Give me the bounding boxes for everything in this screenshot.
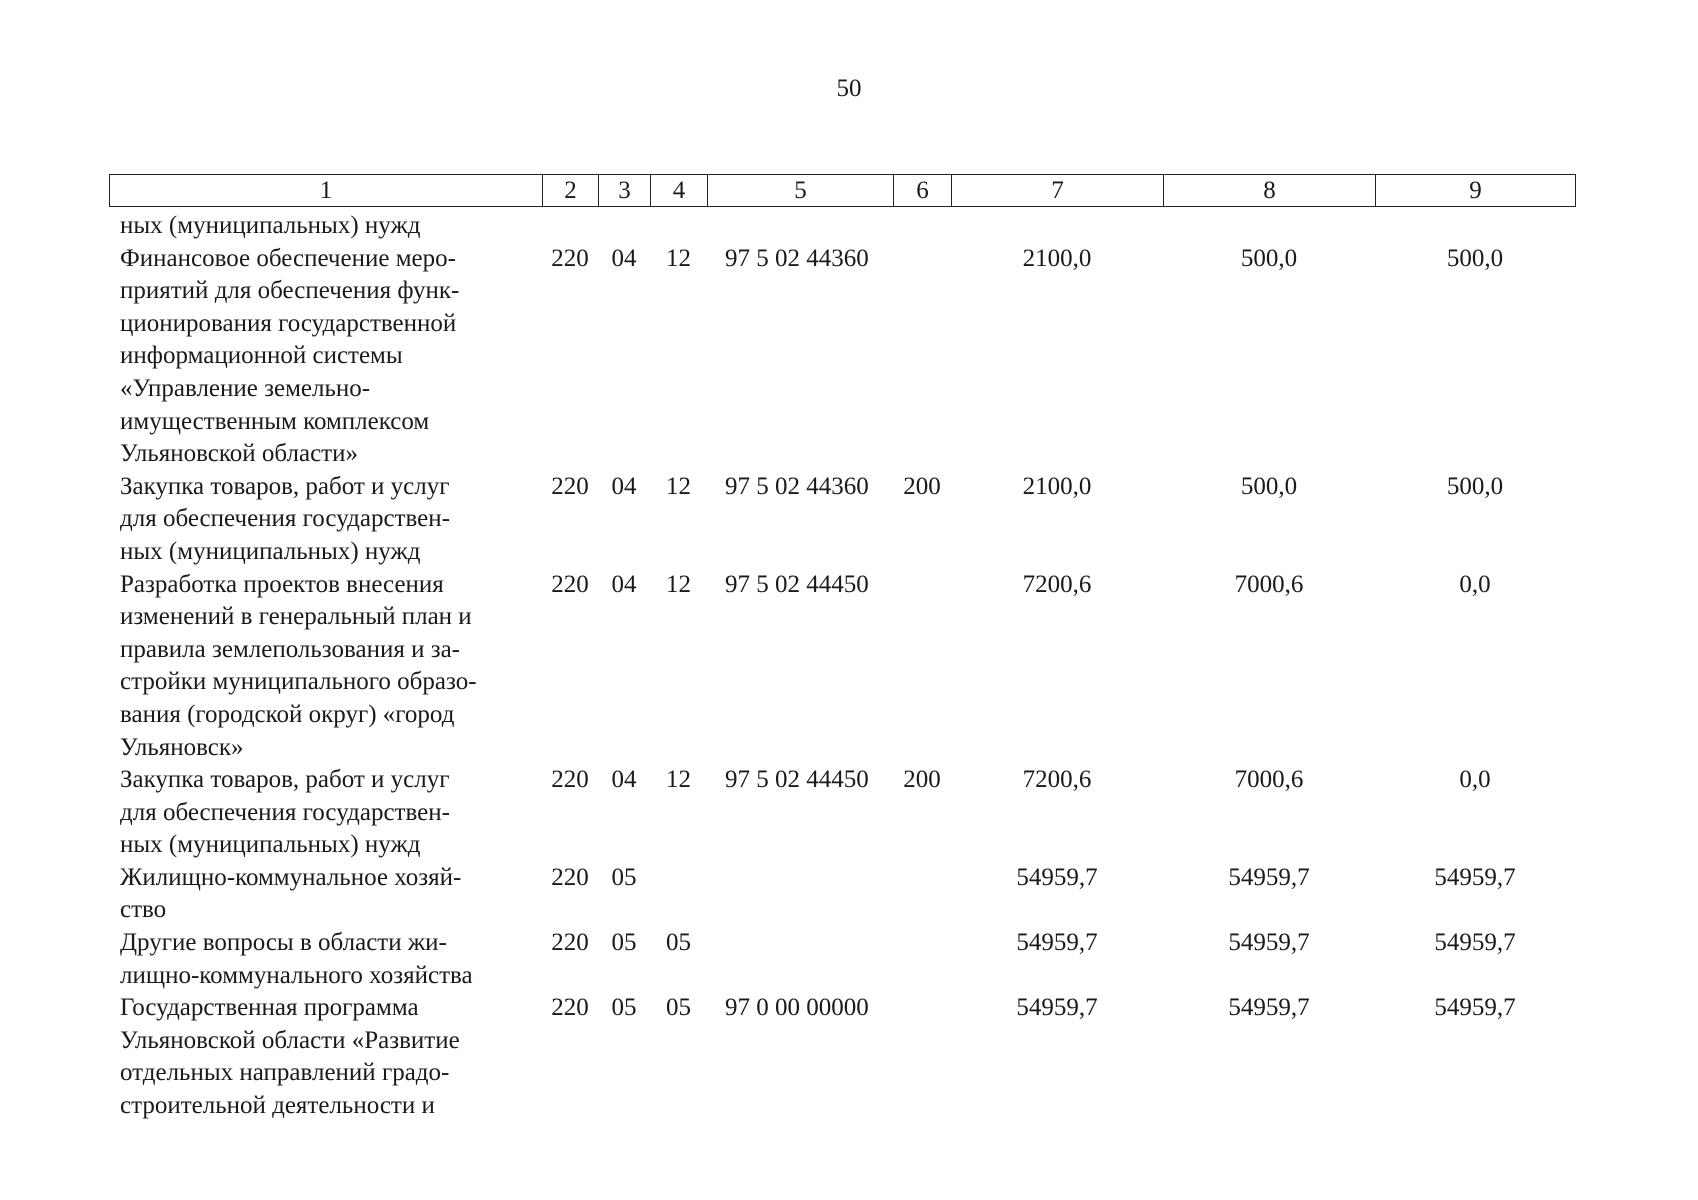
row-cell-c3: 04 <box>611 472 637 500</box>
row-cell-c7: 54959,7 <box>1016 863 1098 891</box>
row-cell-c9: 54959,7 <box>1434 863 1516 891</box>
row-cell-c5 <box>707 210 893 243</box>
row-cell-c7: 54959,7 <box>1016 994 1098 1022</box>
row-cell-c8 <box>1163 210 1375 243</box>
row-cell-c4 <box>650 210 707 243</box>
table-row <box>109 569 1575 765</box>
column-header-8: 8 <box>1164 175 1376 207</box>
row-cell-c8: 54959,7 <box>1228 863 1310 891</box>
table-row <box>109 927 1575 992</box>
row-cell-c2 <box>542 210 598 243</box>
row-cell-c4 <box>650 862 707 927</box>
column-header-9: 9 <box>1376 175 1576 207</box>
table-row <box>109 764 1575 862</box>
row-cell-c6 <box>893 992 951 1122</box>
row-cell-c8: 7000,6 <box>1234 766 1304 794</box>
row-cell-c8: 54959,7 <box>1228 929 1310 957</box>
row-name-cell <box>109 210 542 243</box>
budget-table-body <box>109 210 1575 1123</box>
row-name-line: имущественным комплексом <box>120 407 430 435</box>
row-name-cell <box>109 243 542 471</box>
row-cell-c6 <box>893 569 951 765</box>
row-cell-c5: 97 5 02 44450 <box>725 766 869 794</box>
row-name-line: Ульяновской области «Развитие <box>120 1026 460 1054</box>
row-cell-c4: 12 <box>666 766 691 794</box>
row-cell-c2: 220 <box>551 863 589 891</box>
row-cell-c4: 12 <box>666 244 691 272</box>
row-cell-c7: 2100,0 <box>1022 244 1092 272</box>
row-name-line: строительной деятельности и <box>120 1092 435 1120</box>
row-name-line: ных (муниципальных) нужд <box>120 537 421 565</box>
row-cell-c2: 220 <box>551 994 589 1022</box>
row-cell-c9: 54959,7 <box>1434 929 1516 957</box>
row-name-line: для обеспечения государствен- <box>120 798 450 826</box>
table-row <box>109 862 1575 927</box>
row-cell-c6 <box>893 210 951 243</box>
row-cell-c4: 05 <box>666 929 691 957</box>
table-row <box>109 992 1575 1122</box>
row-cell-c6 <box>893 243 951 471</box>
row-cell-c3: 05 <box>611 863 637 891</box>
row-name-line: приятий для обеспечения функ- <box>120 277 460 305</box>
row-cell-c4: 05 <box>666 994 691 1022</box>
row-name-line: информационной системы <box>120 342 403 370</box>
table-row <box>109 243 1575 471</box>
row-name-line: для обеспечения государствен- <box>120 505 450 533</box>
row-name-line: ных (муниципальных) нужд <box>120 831 421 859</box>
row-cell-c6: 200 <box>903 472 941 500</box>
column-header-1: 1 <box>110 175 543 207</box>
row-cell-c8: 7000,6 <box>1234 570 1304 598</box>
page-number: 50 <box>836 75 862 102</box>
row-cell-c9: 54959,7 <box>1434 994 1516 1022</box>
row-cell-c8: 54959,7 <box>1228 994 1310 1022</box>
row-name-line: Другие вопросы в области жи- <box>120 929 447 957</box>
row-name-line: вания (городской округ) «город <box>120 700 455 728</box>
row-cell-c5: 97 5 02 44360 <box>725 472 869 500</box>
row-cell-c2: 220 <box>551 766 589 794</box>
row-name-line: стройки муниципального образо- <box>120 668 477 696</box>
row-cell-c9: 0,0 <box>1459 570 1491 598</box>
row-name-cell <box>109 862 542 927</box>
row-cell-c9: 500,0 <box>1446 244 1504 272</box>
row-cell-c9: 500,0 <box>1446 472 1504 500</box>
row-cell-c5 <box>707 862 893 927</box>
row-name-line: лищно-коммунального хозяйства <box>120 961 473 989</box>
row-cell-c3: 04 <box>611 766 637 794</box>
column-header-4: 4 <box>651 175 708 207</box>
row-cell-c4: 12 <box>666 570 691 598</box>
row-cell-c3: 04 <box>611 570 637 598</box>
row-name-line: Разработка проектов внесения <box>120 570 444 598</box>
table-row <box>109 210 1575 243</box>
row-cell-c3: 05 <box>611 994 637 1022</box>
row-name-line: правила землепользования и за- <box>120 635 461 663</box>
row-name-line: Ульяновской области» <box>120 440 358 468</box>
column-header-2: 2 <box>543 175 599 207</box>
row-cell-c9 <box>1375 210 1575 243</box>
row-name-line: ство <box>120 896 167 924</box>
row-name-line: Финансовое обеспечение меро- <box>120 244 456 272</box>
row-name-cell <box>109 569 542 765</box>
row-cell-c6 <box>893 862 951 927</box>
row-name-cell <box>109 471 542 569</box>
row-cell-c4: 12 <box>666 472 691 500</box>
row-cell-c3 <box>598 210 650 243</box>
row-cell-c7 <box>951 210 1163 243</box>
table-row <box>109 471 1575 569</box>
row-name-line: отдельных направлений градо- <box>120 1059 450 1087</box>
row-cell-c3: 04 <box>611 244 637 272</box>
row-name-line: ных (муниципальных) нужд <box>120 212 421 239</box>
column-header-7: 7 <box>952 175 1164 207</box>
row-name-line: Жилищно-коммунальное хозяй- <box>120 863 462 891</box>
row-cell-c9: 0,0 <box>1459 766 1491 794</box>
row-cell-c8: 500,0 <box>1240 472 1298 500</box>
row-name-line: «Управление земельно- <box>120 374 371 402</box>
row-cell-c7: 7200,6 <box>1022 766 1092 794</box>
row-cell-c2: 220 <box>551 472 589 500</box>
row-name-line: Закупка товаров, работ и услуг <box>120 766 450 794</box>
row-name-cell <box>109 927 542 992</box>
row-cell-c6: 200 <box>903 766 941 794</box>
row-cell-c2: 220 <box>551 570 589 598</box>
row-name-line: изменений в генеральный план и <box>120 603 472 631</box>
row-cell-c8: 500,0 <box>1240 244 1298 272</box>
row-cell-c5: 97 5 02 44450 <box>725 570 869 598</box>
row-cell-c2: 220 <box>551 929 589 957</box>
row-cell-c5: 97 0 00 00000 <box>725 994 869 1022</box>
column-header-6: 6 <box>894 175 952 207</box>
row-cell-c6 <box>893 927 951 992</box>
row-name-line: ционирования государственной <box>120 309 457 337</box>
column-header-row <box>110 175 1576 207</box>
row-cell-c7: 54959,7 <box>1016 929 1098 957</box>
row-name-line: Государственная программа <box>120 994 419 1022</box>
row-cell-c5: 97 5 02 44360 <box>725 244 869 272</box>
row-cell-c7: 7200,6 <box>1022 570 1092 598</box>
row-name-line: Ульяновск» <box>120 733 244 761</box>
row-name-line: Закупка товаров, работ и услуг <box>120 472 450 500</box>
row-cell-c2: 220 <box>551 244 589 272</box>
row-cell-c5 <box>707 927 893 992</box>
column-header-table <box>109 174 1576 207</box>
row-cell-c7: 2100,0 <box>1022 472 1092 500</box>
row-name-cell <box>109 992 542 1122</box>
row-name-cell <box>109 764 542 862</box>
column-header-3: 3 <box>599 175 651 207</box>
column-header-5: 5 <box>708 175 894 207</box>
row-cell-c3: 05 <box>611 929 637 957</box>
